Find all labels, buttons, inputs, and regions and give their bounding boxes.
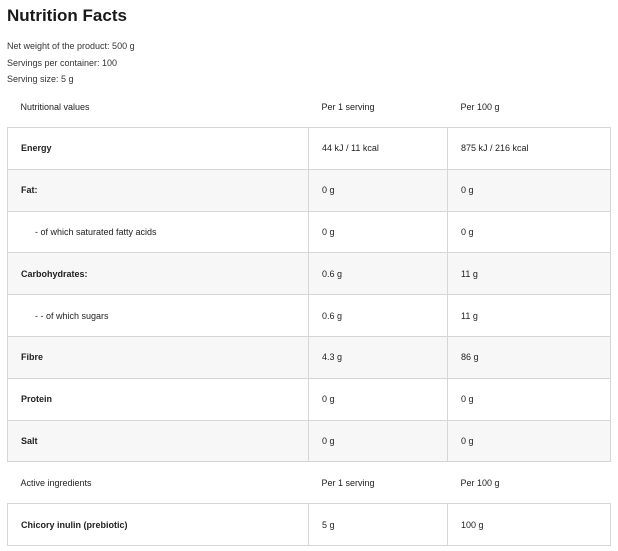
- header-nutritional-values: Nutritional values: [20, 102, 90, 112]
- serving-size-text: Serving size: 5 g: [7, 74, 74, 84]
- row-per-100g: 100 g: [448, 504, 611, 546]
- page-title: Nutrition Facts: [7, 6, 127, 25]
- row-per-serving: 4.3 g: [309, 336, 448, 378]
- row-per-serving: 0.6 g: [309, 253, 448, 295]
- table-row: [8, 295, 611, 337]
- table-row: [8, 504, 611, 546]
- row-per-100g: 0 g: [448, 211, 611, 253]
- row-label: - - of which sugars: [8, 295, 309, 337]
- row-per-100g: 0 g: [448, 420, 611, 462]
- header-per-serving: Per 1 serving: [321, 477, 375, 488]
- row-per-serving: 0.6 g: [309, 295, 448, 337]
- row-label: Fat:: [8, 169, 309, 211]
- header-per-100g: Per 100 g: [460, 102, 500, 112]
- row-per-serving: 0 g: [309, 211, 448, 253]
- row-label: Carbohydrates:: [8, 253, 309, 295]
- row-per-100g: 11 g: [448, 295, 611, 337]
- row-label: Chicory inulin (prebiotic): [8, 504, 309, 546]
- row-per-serving: 0 g: [309, 420, 448, 462]
- table-row: [8, 420, 611, 462]
- row-per-100g: 875 kJ / 216 kcal: [448, 128, 611, 170]
- row-per-serving: 44 kJ / 11 kcal: [309, 128, 448, 170]
- nutrition-table-header: [8, 87, 611, 128]
- table-row: [8, 211, 611, 253]
- row-per-serving: 0 g: [309, 378, 448, 420]
- row-label: Fibre: [8, 336, 309, 378]
- row-label: Protein: [8, 378, 309, 420]
- nutrition-table: [7, 87, 611, 546]
- row-per-100g: 86 g: [448, 336, 611, 378]
- row-per-100g: 0 g: [448, 169, 611, 211]
- row-label: Salt: [8, 420, 309, 462]
- table-row: [8, 253, 611, 295]
- header-per-100g: Per 100 g: [460, 477, 500, 488]
- row-label: - of which saturated fatty acids: [8, 211, 309, 253]
- row-per-serving: 0 g: [309, 169, 448, 211]
- row-per-serving: 5 g: [309, 504, 448, 546]
- row-per-100g: 11 g: [448, 253, 611, 295]
- table-row: [8, 169, 611, 211]
- row-label: Energy: [8, 128, 309, 170]
- servings-per-container-text: Servings per container: 100: [7, 57, 118, 68]
- net-weight-text: Net weight of the product: 500 g: [7, 41, 135, 51]
- active-ingredients-header: [8, 462, 611, 504]
- table-row: [8, 336, 611, 378]
- row-per-100g: 0 g: [448, 378, 611, 420]
- header-active-ingredients: Active ingredients: [20, 477, 92, 488]
- table-row: [8, 378, 611, 420]
- header-per-serving: Per 1 serving: [321, 102, 375, 112]
- table-row: [8, 128, 611, 170]
- product-meta: [7, 38, 610, 88]
